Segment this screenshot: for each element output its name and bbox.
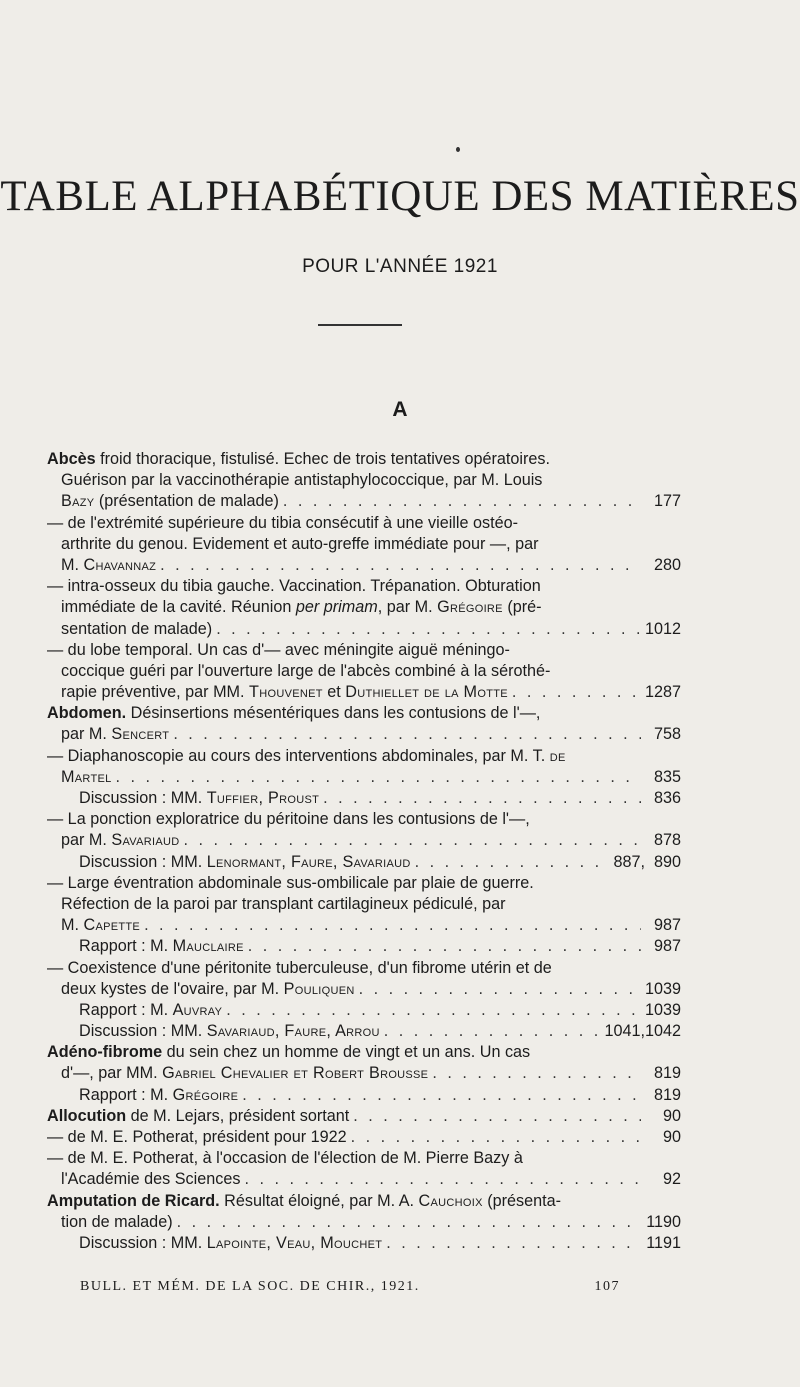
entry-headword: Abdomen. (47, 704, 127, 723)
entry-text: de M. Lejars, président sortant (126, 1106, 350, 1125)
entry-text: l'Académie des Sciences (61, 1170, 241, 1189)
entry-text: Guérison par la vaccinothérapie antistaphylococcique, par M. Louis (61, 471, 543, 490)
page-number: 177 (653, 492, 681, 511)
dot-leader (359, 979, 641, 1000)
page-number: 890 (653, 852, 681, 871)
entry-text: Rapport : M. (79, 1085, 173, 1104)
entry-line (47, 936, 681, 957)
entry-line (47, 682, 681, 703)
dot-leader (351, 1127, 641, 1148)
entry-text: — de M. E. Potherat, président pour 1922 (47, 1128, 347, 1146)
entry-text: du sein chez un homme de vingt et un ans. Un cas (162, 1043, 531, 1062)
entry-line (47, 470, 681, 491)
author-name: Lenormant, Faure, Savariaud (206, 852, 411, 871)
entry-line (47, 1212, 681, 1233)
entry-text: M. (61, 555, 84, 574)
entry-line (47, 894, 681, 915)
page-number: 758 (653, 725, 681, 744)
entry-line (47, 619, 681, 640)
page-number: 1041, (604, 1022, 645, 1041)
page-number: 878 (653, 831, 681, 850)
entry-text: rapie préventive, par MM. (61, 683, 250, 702)
entry-line (47, 1063, 681, 1084)
entry-text: (présenta- (482, 1191, 562, 1210)
page-number: 836 (653, 789, 681, 807)
entry-text: par M. (61, 831, 112, 850)
entry-text: tion de malade) (61, 1212, 173, 1231)
page-number: 90 (662, 1106, 681, 1125)
author-name: Mauclaire (172, 937, 244, 956)
entry-line (47, 724, 681, 745)
author-name: Savariaud, Faure, Arrou (206, 1022, 380, 1041)
entry-line (47, 979, 681, 1000)
title-rule (318, 324, 402, 326)
dot-leader (242, 1085, 641, 1106)
entry-text: Discussion : MM. (79, 1233, 207, 1252)
page-number: 987 (653, 916, 681, 935)
page-number: 92 (662, 1170, 681, 1189)
entry-line (47, 1021, 681, 1042)
latin-phrase: per primam (295, 598, 378, 617)
entry-line (47, 915, 681, 936)
section-letter: A (392, 398, 408, 421)
entry-text: (pré- (502, 598, 542, 617)
dot-leader (432, 1063, 641, 1084)
author-name: Thouvenet (249, 683, 323, 702)
dot-leader (177, 1212, 641, 1233)
page-footer (80, 1279, 620, 1295)
entry-text: Discussion : MM. (79, 1022, 207, 1041)
dot-leader (353, 1106, 641, 1127)
entry-text: — Coexistence d'une péritonite tuberculeuse, d'un fibrome utérin et de (47, 958, 552, 977)
author-name: Grégoire (437, 598, 503, 617)
author-name: Martel (61, 767, 112, 786)
entry-text: arthrite du genou. Evidement et auto-greffe immédiate pour —, par (61, 534, 539, 553)
dot-leader (144, 915, 641, 936)
dot-leader (283, 491, 641, 512)
page-number: 887, (613, 852, 645, 871)
entry-line (47, 597, 681, 618)
entry-text: — du lobe temporal. Un cas d'— avec méningite aiguë méningo- (47, 640, 510, 659)
page-number: 1012 (644, 619, 681, 638)
entry-text: (présentation de malade) (94, 492, 279, 511)
entry-line (47, 958, 681, 979)
entry-line (47, 788, 681, 809)
entry-text: — de M. E. Potherat, à l'occasion de l'élection de M. Pierre Bazy à (47, 1149, 523, 1168)
entry-text: , par M. (377, 598, 438, 617)
entry-text: d'—, par MM. (61, 1064, 163, 1083)
page-number: 819 (653, 1064, 681, 1083)
page-number: 819 (653, 1085, 681, 1104)
entry-line (47, 703, 681, 724)
page-number: 1191 (646, 1233, 681, 1252)
entry-text: Réfection de la paroi par transplant cartilagineux pédiculé, par (61, 894, 506, 913)
entry-line (47, 555, 681, 576)
entry-line (47, 1127, 681, 1148)
page-title: TABLE ALPHABÉTIQUE DES MATIÈRES (0, 173, 800, 220)
entry-text: Rapport : M. (79, 937, 173, 956)
entry-line (47, 513, 681, 534)
author-name: Capette (83, 916, 141, 935)
page-number: 280 (653, 555, 681, 574)
entry-line (47, 449, 681, 470)
ink-dot (456, 147, 460, 152)
dot-leader (173, 724, 641, 745)
author-name: Tuffier, Proust (206, 789, 320, 807)
dot-leader (323, 788, 641, 809)
entry-line (47, 1169, 681, 1190)
entry-text: froid thoracique, fistulisé. Echec de trois tentatives opératoires. (95, 450, 550, 468)
entry-text: immédiate de la cavité. Réunion (61, 598, 296, 617)
dot-leader (183, 830, 641, 851)
dot-leader (160, 555, 641, 576)
entry-line (47, 1000, 681, 1021)
dot-leader (415, 852, 610, 873)
entry-text: coccique guéri par l'ouverture large de l'abcès combiné à la sérothé- (61, 661, 551, 680)
entry-text: Résultat éloigné, par M. A. (219, 1191, 419, 1210)
author-name: Lapointe, Veau, Mouchet (206, 1233, 383, 1252)
entry-text: deux kystes de l'ovaire, par M. (61, 979, 284, 998)
author-name: Duthiellet de la Motte (345, 683, 508, 702)
entry-line (47, 1233, 681, 1254)
entry-line (47, 534, 681, 555)
author-name: de (549, 746, 566, 765)
entry-text: Discussion : MM. (79, 789, 207, 807)
entry-line (47, 830, 681, 851)
page-number: 1039 (644, 979, 681, 998)
entry-text: — intra-osseux du tibia gauche. Vaccination. Trépanation. Obturation (47, 577, 541, 596)
page-number: 835 (653, 767, 681, 786)
entry-text: M. (61, 916, 84, 935)
entry-line (47, 491, 681, 512)
page-number: 1287 (644, 683, 681, 702)
author-name: Sencert (111, 725, 170, 744)
footer-journal: BULL. ET MÉM. DE LA SOC. DE CHIR., 1921. (80, 1279, 420, 1294)
entry-line (47, 1148, 681, 1169)
dot-leader (512, 682, 641, 703)
dot-leader (216, 619, 641, 640)
author-name: Grégoire (172, 1085, 239, 1104)
entry-text: sentation de malade) (61, 619, 213, 638)
entry-headword: Allocution (47, 1106, 127, 1125)
dot-leader (248, 936, 641, 957)
entry-text: — Diaphanoscopie au cours des interventions abdominales, par M. T. (47, 746, 550, 765)
entry-line (47, 1042, 681, 1063)
entry-text: Désinsertions mésentériques dans les contusions de l'—, (126, 704, 541, 723)
dot-leader (386, 1233, 641, 1254)
entry-text: et (322, 683, 346, 702)
page-number: 1039 (644, 1000, 681, 1019)
entry-line (47, 873, 681, 894)
entry-line (47, 1085, 681, 1106)
dot-leader (384, 1021, 601, 1042)
entry-headword: Abcès (47, 450, 96, 468)
entry-text: par M. (61, 725, 112, 744)
dot-leader (116, 767, 641, 788)
dot-leader (244, 1169, 641, 1190)
entry-text: — Large éventration abdominale sus-ombilicale par plaie de guerre. (47, 873, 534, 892)
entry-text: — La ponction exploratrice du péritoine dans les contusions de l'—, (47, 810, 530, 829)
footer-page-number: 107 (594, 1279, 620, 1294)
entry-line (47, 640, 681, 661)
page-number: 987 (653, 937, 681, 956)
page-number: 90 (662, 1128, 681, 1146)
author-name: Auvray (172, 1000, 223, 1019)
page-number: 1190 (646, 1212, 681, 1231)
entry-line (47, 746, 681, 767)
page-number: 1042 (644, 1022, 681, 1041)
entry-line (47, 576, 681, 597)
entry-line (47, 661, 681, 682)
entry-line (47, 1106, 681, 1127)
author-name: Savariaud (111, 831, 180, 850)
author-name: Bazy (61, 492, 95, 511)
entry-text: — de l'extrémité supérieure du tibia consécutif à une vieille ostéo- (47, 513, 518, 532)
index-entries (47, 449, 681, 1254)
entry-line (47, 852, 681, 873)
page-subtitle: POUR L'ANNÉE 1921 (302, 256, 498, 277)
entry-headword: Amputation de Ricard. (47, 1191, 220, 1210)
dot-leader (226, 1000, 641, 1021)
entry-text: Rapport : M. (79, 1000, 173, 1019)
entry-line (47, 1191, 681, 1212)
entry-text: Discussion : MM. (79, 852, 207, 871)
author-name: Gabriel Chevalier et Robert Brousse (162, 1064, 429, 1083)
entry-line (47, 809, 681, 830)
entry-headword: Adéno-fibrome (47, 1043, 163, 1062)
author-name: Pouliquen (283, 979, 355, 998)
author-name: Cauchoix (418, 1191, 483, 1210)
author-name: Chavannaz (83, 555, 157, 574)
entry-line (47, 767, 681, 788)
